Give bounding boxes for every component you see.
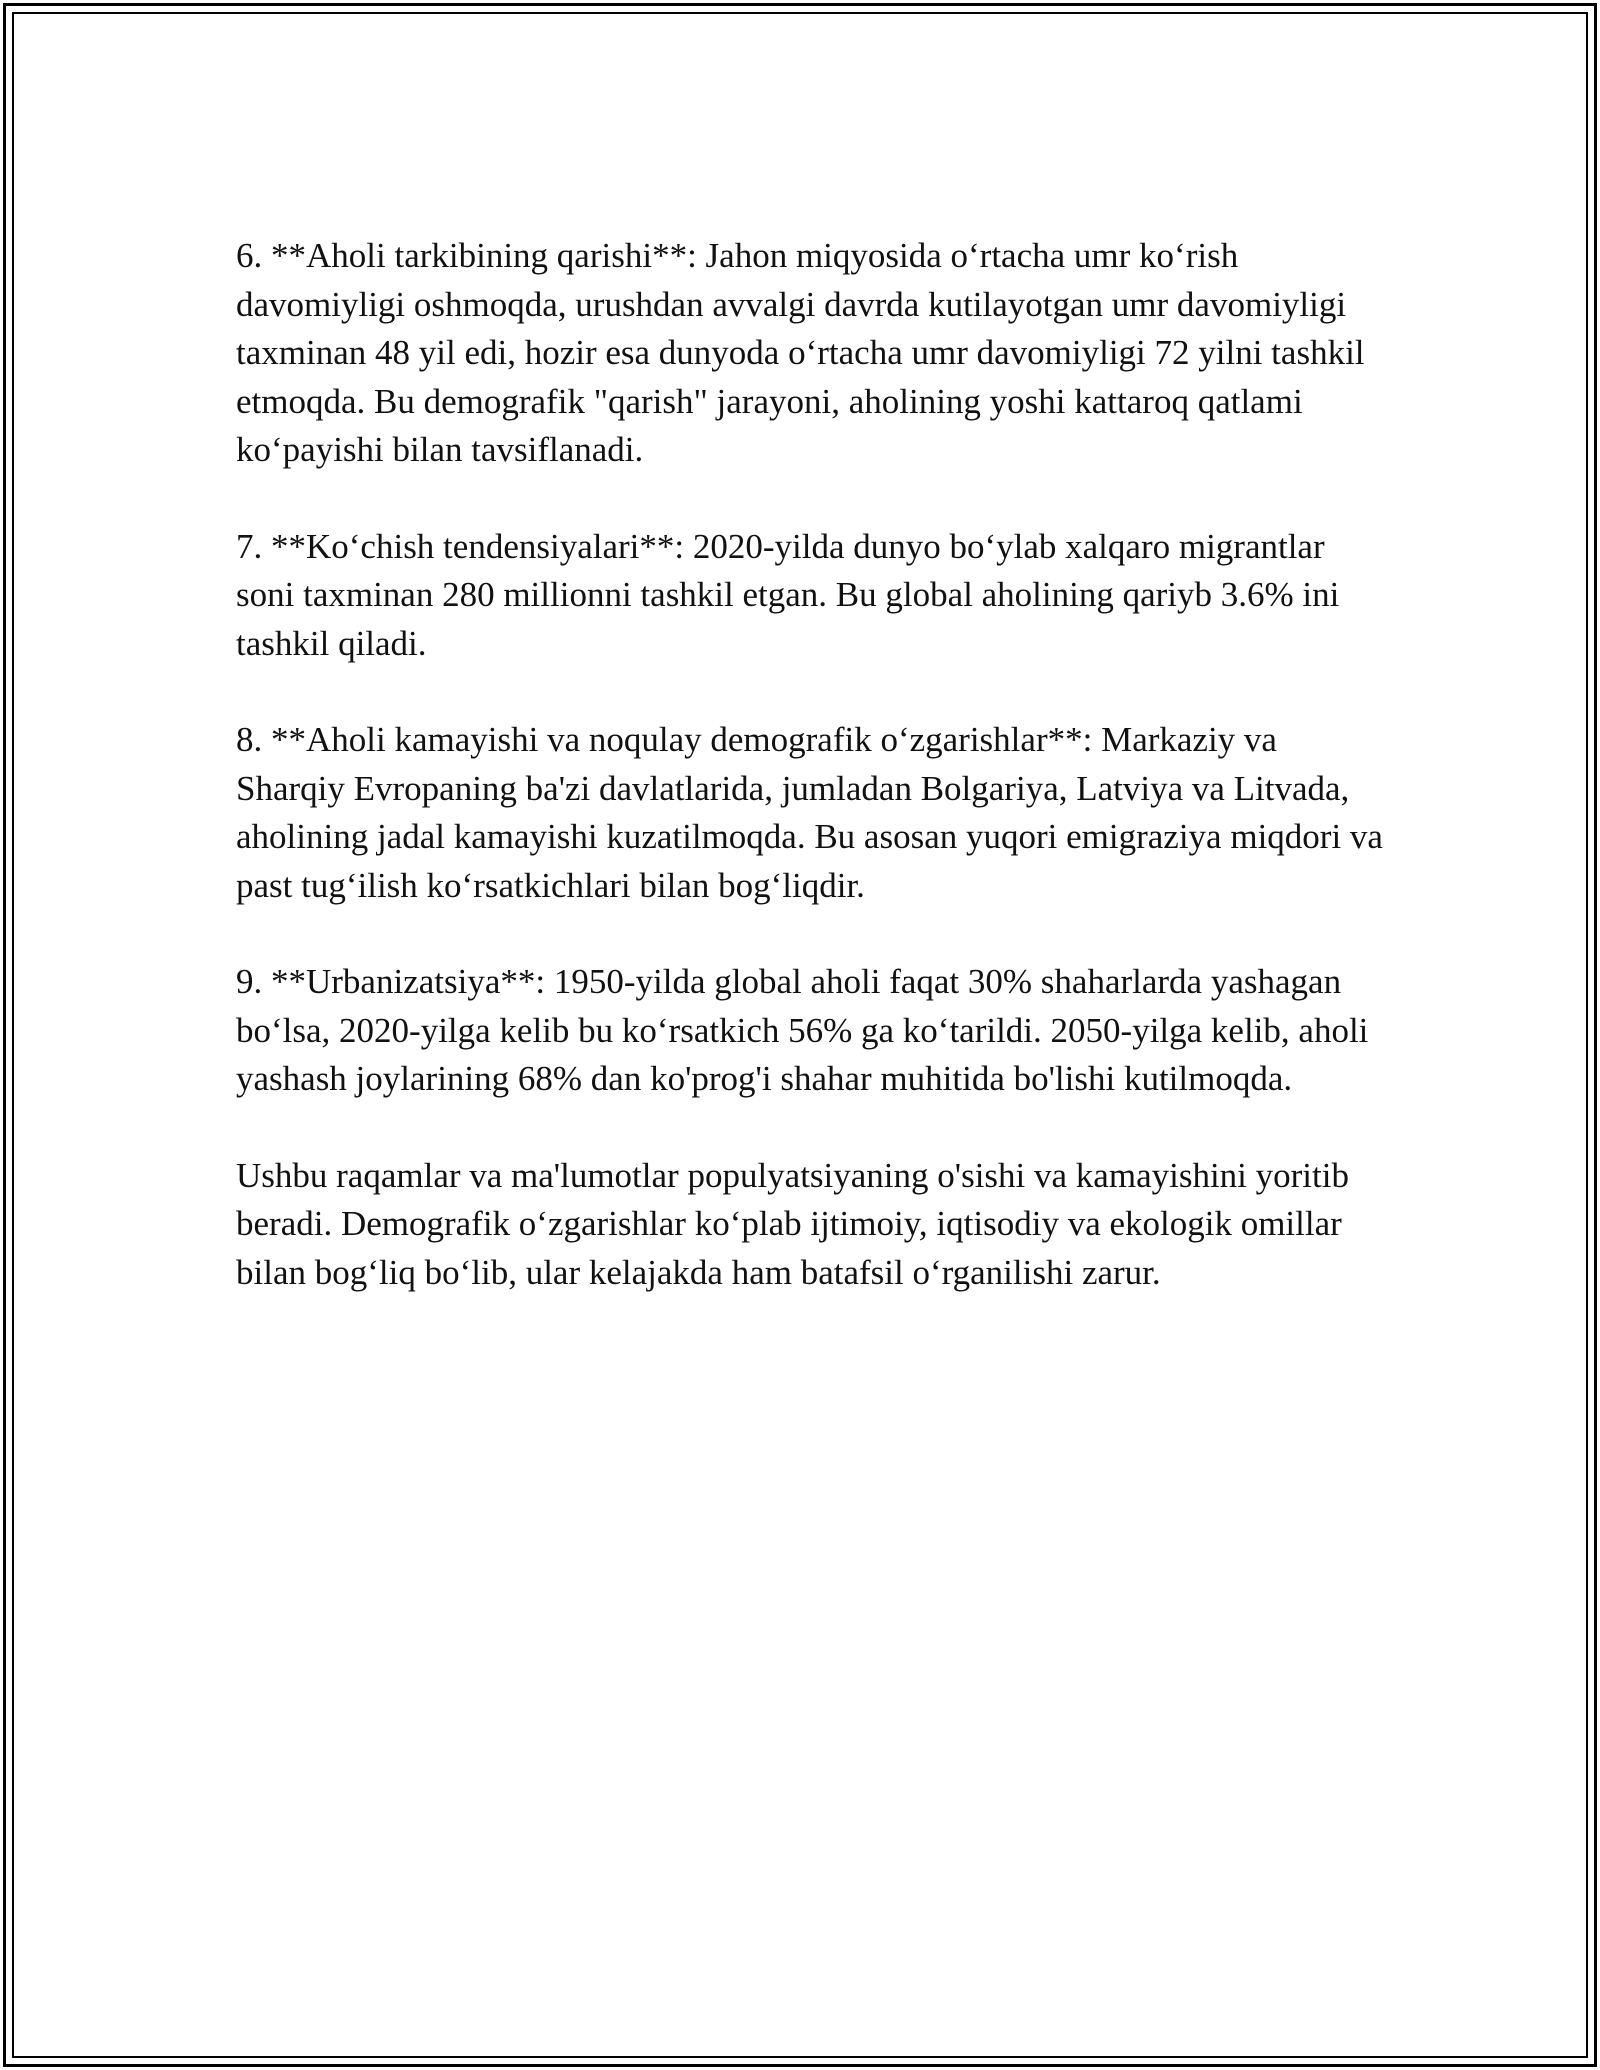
- paragraph-migration: 7. **Koʻchish tendensiyalari**: 2020-yilda dunyo boʻylab xalqaro migrantlar soni taxminan 280 millionni tashkil etgan. Bu global aholining qariyb 3.6% ini tashkil qiladi.: [236, 526, 1340, 663]
- document-body: [236, 232, 1386, 1345]
- paragraph-conclusion: Ushbu raqamlar va ma'lumotlar populyatsiyaning o'sishi va kamayishini yoritib beradi. Demografik oʻzgarishlar koʻplab ijtimoiy, iqtisodiy va ekologik omillar bilan bogʻliq boʻlib, ular kelajakda ham batafsil oʻrganilishi zarur.: [236, 1155, 1349, 1292]
- paragraph-aging: 6. **Aholi tarkibining qarishi**: Jahon miqyosida oʻrtacha umr koʻrish davomiyligi oshmoqda, urushdan avvalgi davrda kutilayotgan umr davomiyligi taxminan 48 yil edi, hozir esa dunyoda oʻrtacha umr davomiyligi 72 yilni tashkil etmoqda. Bu demografik "qarish" jarayoni, aholining yoshi kattaroq qatlami koʻpayishi bilan tavsiflanadi.: [236, 236, 1365, 469]
- paragraph-urbanization: 9. **Urbanizatsiya**: 1950-yilda global aholi faqat 30% shaharlarda yashagan boʻlsa, 2020-yilga kelib bu koʻrsatkich 56% ga koʻtarildi. 2050-yilga kelib, aholi yashash joylarining 68% dan ko'prog'i shahar muhitida bo'lishi kutilmoqda.: [236, 962, 1369, 1098]
- paragraph-population-decline: 8. **Aholi kamayishi va noqulay demografik oʻzgarishlar**: Markaziy va Sharqiy Evropaning ba'zi davlatlarida, jumladan Bolgariya, Latviya va Litvada, aholining jadal kamayishi kuzatilmoqda. Bu asosan yuqori emigraziya miqdori va past tugʻilish koʻrsatkichlari bilan bogʻliqdir.: [236, 720, 1383, 905]
